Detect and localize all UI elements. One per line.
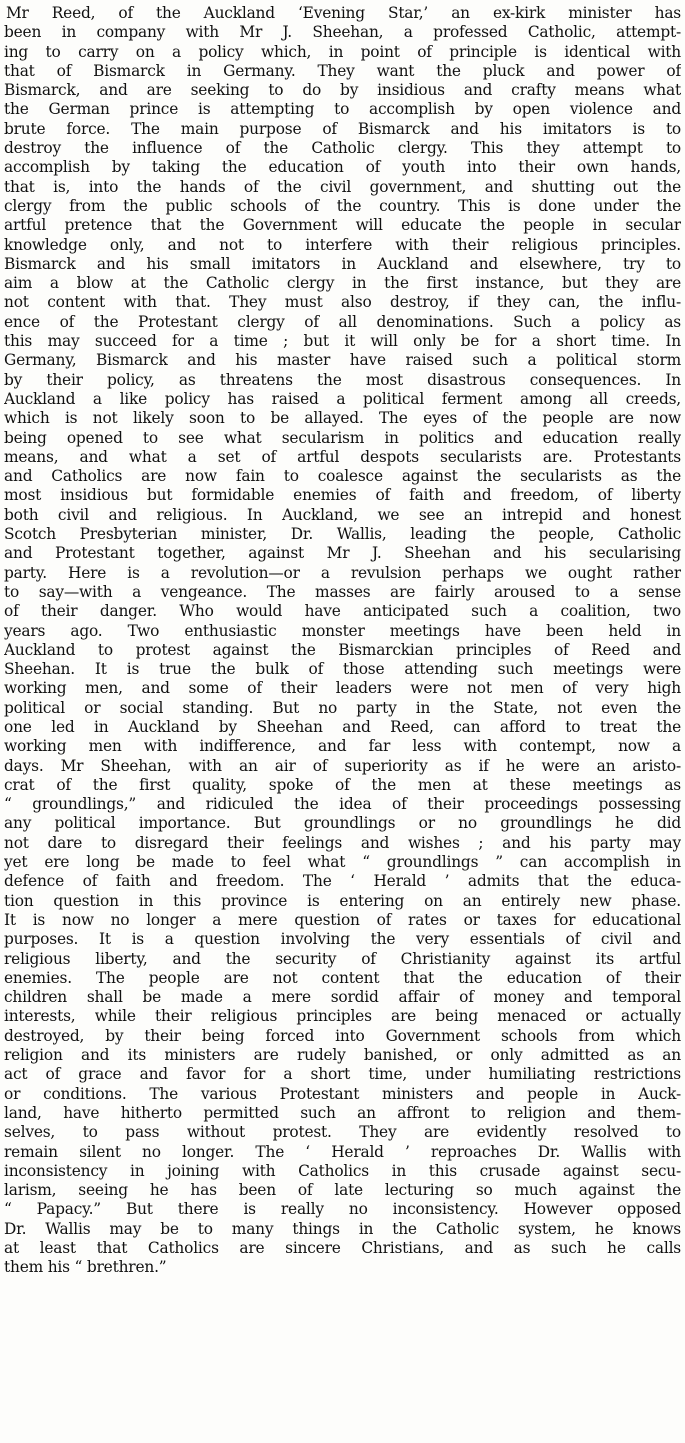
text-line: knowledge only, and not to interfere with their religious principles. xyxy=(4,235,681,254)
text-line: and Protestant together, against Mr J. Sheehan and his secularising xyxy=(4,544,681,563)
text-line: Scotch Presbyterian minister, Dr. Wallis, leading the people, Catholic xyxy=(4,525,681,544)
text-line: Sheehan. It is true the bulk of those attending such meetings were xyxy=(4,660,681,679)
text-line: religion and its ministers are rudely banished, or only admitted as an xyxy=(4,1046,681,1065)
text-line: interests, while their religious principles are being menaced or actually xyxy=(4,1007,681,1026)
text-line: “ groundlings,” and ridiculed the idea of their proceedings possessing xyxy=(4,795,681,814)
text-line: destroy the influence of the Catholic clergy. This they attempt to xyxy=(4,139,681,158)
text-line: political or social standing. But no party in the State, not even the xyxy=(4,698,681,717)
article-body xyxy=(4,4,681,1278)
text-line: not content with that. They must also destroy, if they can, the influ- xyxy=(4,293,681,312)
text-line: ence of the Protestant clergy of all denominations. Such a policy as xyxy=(4,312,681,331)
text-line: aim a blow at the Catholic clergy in the first instance, but they are xyxy=(4,274,681,293)
text-line: inconsistency in joining with Catholics in this crusade against secu- xyxy=(4,1161,681,1180)
text-line: ing to carry on a policy which, in point of principle is identical with xyxy=(4,42,681,61)
text-line: remain silent no longer. The ‘ Herald ’ reproaches Dr. Wallis with xyxy=(4,1142,681,1161)
text-line: religious liberty, and the security of Christianity against its artful xyxy=(4,949,681,968)
text-line: “ Papacy.” But there is really no inconsistency. However opposed xyxy=(4,1200,681,1219)
text-line: Dr. Wallis may be to many things in the Catholic system, he knows xyxy=(4,1219,681,1238)
text-line: enemies. The people are not content that the education of their xyxy=(4,968,681,987)
text-line: Auckland a like policy has raised a political ferment among all creeds, xyxy=(4,389,681,408)
text-line: Germany, Bismarck and his master have raised such a political storm xyxy=(4,351,681,370)
text-line: artful pretence that the Government will educate the people in secular xyxy=(4,216,681,235)
text-line: which is not likely soon to be allayed. The eyes of the people are now xyxy=(4,409,681,428)
text-line: to say—with a vengeance. The masses are fairly aroused to a sense xyxy=(4,582,681,601)
text-line: destroyed, by their being forced into Government schools from which xyxy=(4,1026,681,1045)
text-line: that is, into the hands of the civil government, and shutting out the xyxy=(4,177,681,196)
text-line: by their policy, as threatens the most disastrous consequences. In xyxy=(4,370,681,389)
text-line: Bismarck and his small imitators in Auckland and elsewhere, try to xyxy=(4,254,681,273)
text-line: Auckland to protest against the Bismarckian principles of Reed and xyxy=(4,640,681,659)
text-line: not dare to disregard their feelings and wishes ; and his party may xyxy=(4,833,681,852)
text-line: purposes. It is a question involving the very essentials of civil and xyxy=(4,930,681,949)
text-line: years ago. Two enthusiastic monster meetings have been held in xyxy=(4,621,681,640)
text-line: that of Bismarck in Germany. They want the pluck and power of xyxy=(4,61,681,80)
text-line: and Catholics are now fain to coalesce against the secularists as the xyxy=(4,467,681,486)
text-line: of their danger. Who would have anticipated such a coalition, two xyxy=(4,602,681,621)
text-line: brute force. The main purpose of Bismarck and his imitators is to xyxy=(4,119,681,138)
text-line: yet ere long be made to feel what “ groundlings ” can accomplish in xyxy=(4,853,681,872)
text-line: children shall be made a mere sordid affair of money and temporal xyxy=(4,988,681,1007)
text-line: the German prince is attempting to accomplish by open violence and xyxy=(4,100,681,119)
text-line: means, and what a set of artful despots secularists are. Protestants xyxy=(4,447,681,466)
text-line: been in company with Mr J. Sheehan, a professed Catholic, attempt- xyxy=(4,23,681,42)
text-line: Bismarck, and are seeking to do by insidious and crafty means what xyxy=(4,81,681,100)
text-line: larism, seeing he has been of late lecturing so much against the xyxy=(4,1181,681,1200)
text-line: most insidious but formidable enemies of faith and freedom, of liberty xyxy=(4,486,681,505)
text-line: working men with indifference, and far less with contempt, now a xyxy=(4,737,681,756)
text-line: working men, and some of their leaders were not men of very high xyxy=(4,679,681,698)
text-line: days. Mr Sheehan, with an air of superiority as if he were an aristo- xyxy=(4,756,681,775)
text-line: It is now no longer a mere question of rates or taxes for educational xyxy=(4,910,681,929)
text-line: any political importance. But groundlings or no groundlings he did xyxy=(4,814,681,833)
text-line: land, have hitherto permitted such an affront to religion and them- xyxy=(4,1103,681,1122)
text-line: at least that Catholics are sincere Christians, and as such he calls xyxy=(4,1239,681,1257)
text-line: party. Here is a revolution—or a revulsion perhaps we ought rather xyxy=(4,563,681,582)
text-line: act of grace and favor for a short time, under humiliating restrictions xyxy=(4,1065,681,1084)
text-line: selves, to pass without protest. They are evidently resolved to xyxy=(4,1123,681,1142)
text-line: both civil and religious. In Auckland, we see an intrepid and honest xyxy=(4,505,681,524)
text-line: Mr Reed, of the Auckland ‘Evening Star,’ an ex-kirk minister has xyxy=(6,4,681,22)
text-line: defence of faith and freedom. The ‘ Herald ’ admits that the educa- xyxy=(4,872,681,891)
text-line: clergy from the public schools of the country. This is done under the xyxy=(4,196,681,215)
text-line: being opened to see what secularism in politics and education really xyxy=(4,428,681,447)
text-line: one led in Auckland by Sheehan and Reed, can afford to treat the xyxy=(4,717,681,736)
text-line: them his “ brethren.” xyxy=(4,1258,167,1277)
text-line: this may succeed for a time ; but it will only be for a short time. In xyxy=(4,332,681,351)
text-line: accomplish by taking the education of youth into their own hands, xyxy=(4,158,681,177)
text-line: crat of the first quality, spoke of the men at these meetings as xyxy=(4,775,681,794)
text-line: tion question in this province is entering on an entirely new phase. xyxy=(4,891,681,910)
text-line: or conditions. The various Protestant ministers and people in Auck- xyxy=(4,1084,681,1103)
